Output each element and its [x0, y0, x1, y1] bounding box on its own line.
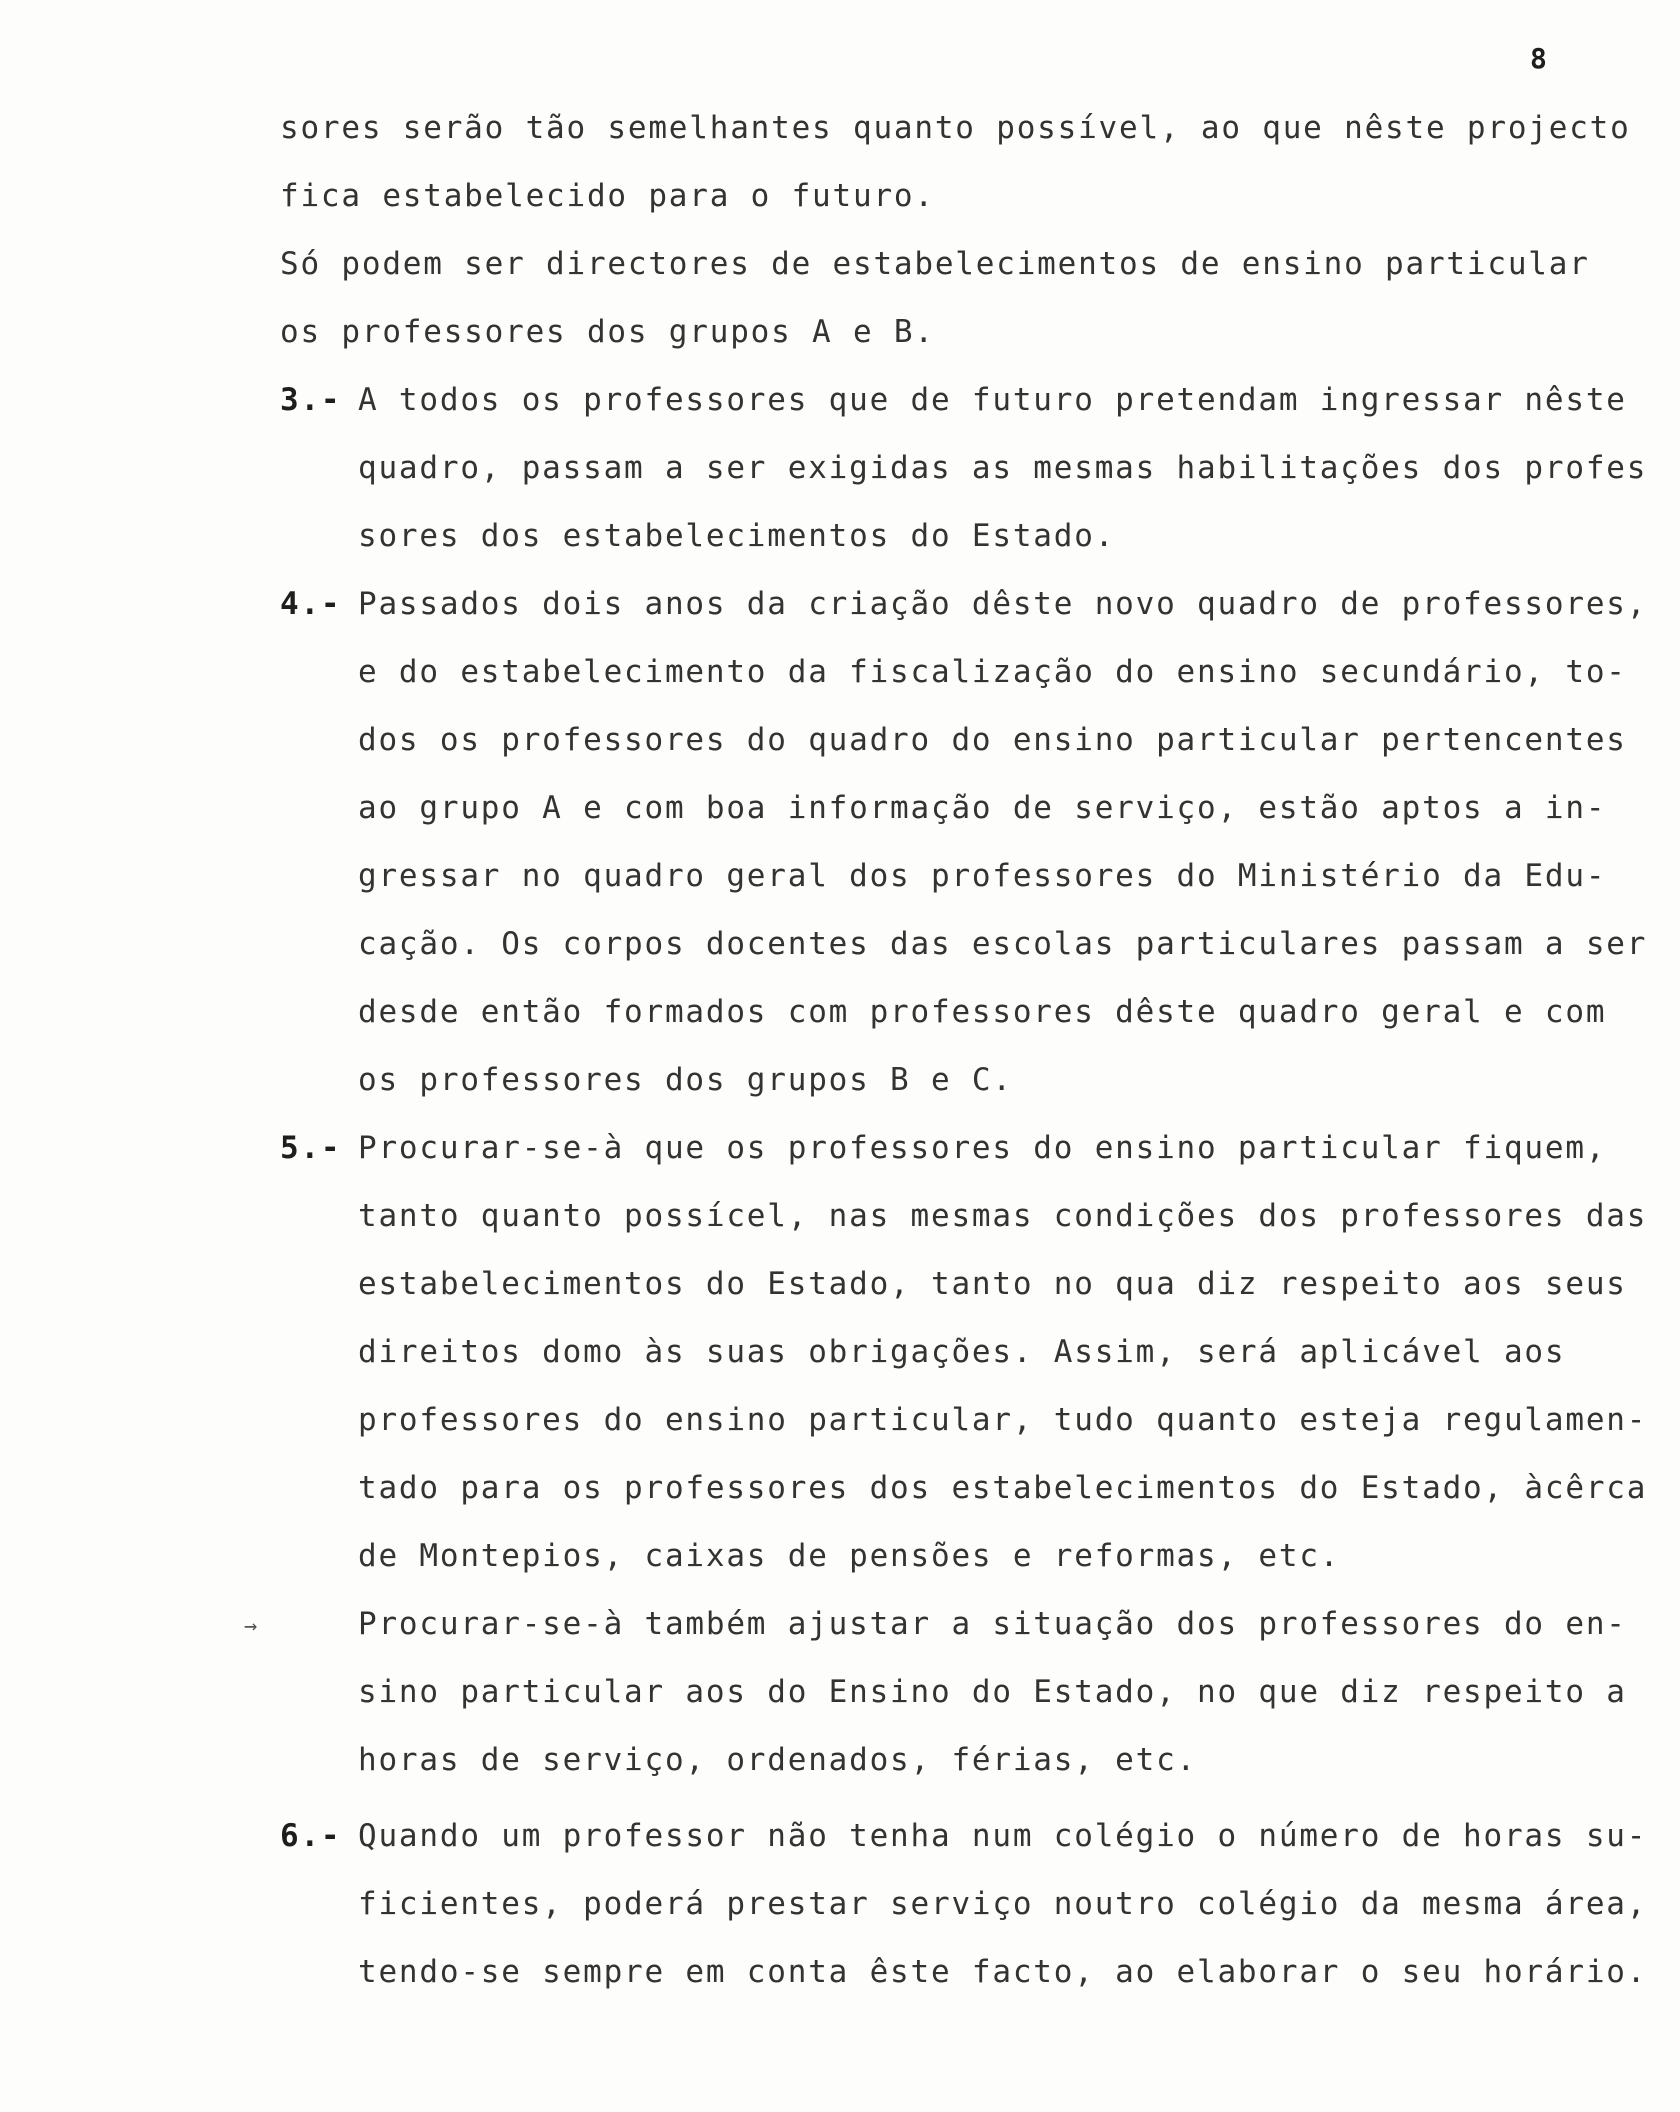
text-line: professores do ensino particular, tudo quanto esteja regulamen- [358, 1402, 1648, 1438]
text-line: Passados dois anos da criação dêste novo quadro de professores, [358, 586, 1648, 622]
text-line: os professores dos grupos B e C. [358, 1062, 1013, 1098]
text-line: tendo-se sempre em conta êste facto, ao elaborar o seu horário. [358, 1954, 1648, 1990]
text-line: ficientes, poderá prestar serviço noutro colégio da mesma área, [358, 1886, 1648, 1922]
text-line: A todos os professores que de futuro pretendam ingressar nêste [358, 382, 1627, 418]
text-line: Procurar-se-à também ajustar a situação dos professores do en- [358, 1606, 1627, 1642]
text-line: sino particular aos do Ensino do Estado, no que diz respeito a [358, 1674, 1627, 1710]
text-line: fica estabelecido para o futuro. [280, 178, 935, 214]
text-line: direitos domo às suas obrigações. Assim, será aplicável aos [358, 1334, 1566, 1370]
text-line: Procurar-se-à que os professores do ensino particular fiquem, [358, 1130, 1607, 1166]
text-line: de Montepios, caixas de pensões e reformas, etc. [358, 1538, 1341, 1574]
item-number: 3.- [280, 382, 342, 418]
item-number: 5.- [280, 1130, 342, 1166]
text-line: Só podem ser directores de estabelecimentos de ensino particular [280, 246, 1590, 282]
text-line: cação. Os corpos docentes das escolas particulares passam a ser [358, 926, 1648, 962]
text-line: ao grupo A e com boa informação de serviço, estão aptos a in- [358, 790, 1607, 826]
text-line: tanto quanto possícel, nas mesmas condições dos professores das [358, 1198, 1648, 1234]
text-line: Quando um professor não tenha num colégio o número de horas su- [358, 1818, 1648, 1854]
text-line: desde então formados com professores dêste quadro geral e com [358, 994, 1607, 1030]
item-number: 4.- [280, 586, 342, 622]
text-line: os professores dos grupos A e B. [280, 314, 935, 350]
text-line: estabelecimentos do Estado, tanto no qua diz respeito aos seus [358, 1266, 1627, 1302]
text-line: sores serão tão semelhantes quanto possível, ao que nêste projecto [280, 110, 1631, 146]
text-line: gressar no quadro geral dos professores do Ministério da Edu- [358, 858, 1607, 894]
text-line: dos os professores do quadro do ensino particular pertencentes [358, 722, 1627, 758]
text-line: e do estabelecimento da fiscalização do ensino secundário, to- [358, 654, 1627, 690]
item-number: 6.- [280, 1818, 342, 1854]
text-line: sores dos estabelecimentos do Estado. [358, 518, 1116, 554]
text-line: tado para os professores dos estabelecimentos do Estado, àcêrca [358, 1470, 1648, 1506]
margin-mark-icon: → [244, 1614, 258, 1639]
page-number: 8 [1530, 42, 1547, 75]
text-line: quadro, passam a ser exigidas as mesmas habilitações dos profes [358, 450, 1648, 486]
text-line: horas de serviço, ordenados, férias, etc. [358, 1742, 1198, 1778]
